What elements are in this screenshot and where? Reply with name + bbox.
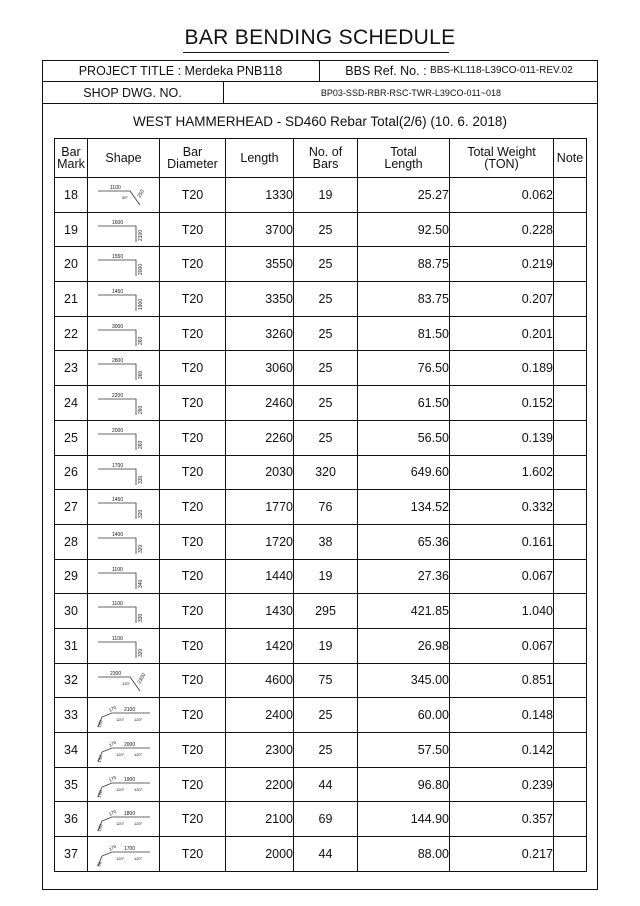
num-bars-cell: 19 <box>294 559 358 594</box>
diameter-cell: T20 <box>160 594 226 629</box>
shape-cell <box>88 455 160 490</box>
table-row <box>55 386 587 421</box>
bar-mark-cell: 28 <box>55 524 88 559</box>
num-bars-cell: 75 <box>294 663 358 698</box>
shape-dimension-label: 2300 <box>110 670 122 677</box>
bar-shape-line <box>98 330 136 346</box>
shape-dimension-label: 2300 <box>136 671 148 685</box>
diameter-cell: T20 <box>160 698 226 733</box>
total-length-cell: 56.50 <box>358 420 450 455</box>
diameter-cell: T20 <box>160 524 226 559</box>
shape-cell <box>88 178 160 213</box>
total-weight-cell: 0.161 <box>450 524 554 559</box>
bar-mark-cell: 27 <box>55 490 88 525</box>
num-bars-cell: 25 <box>294 316 358 351</box>
bar-shape-diagram <box>94 563 154 591</box>
shape-dimension-label: 170 <box>108 774 118 783</box>
shape-dimension-label: 260 <box>138 405 144 415</box>
shape-dimension-label: 330 <box>138 475 144 484</box>
bar-mark-cell: 34 <box>55 733 88 768</box>
num-bars-cell: 25 <box>294 698 358 733</box>
table-row <box>55 837 587 872</box>
length-cell: 2300 <box>226 733 294 768</box>
section-title: WEST HAMMERHEAD - SD460 Rebar Total(2/6) (10. 6. 2018) <box>133 114 507 129</box>
num-bars-cell: 69 <box>294 802 358 837</box>
table-row <box>55 247 587 282</box>
header-shape: Shape <box>88 139 160 178</box>
table-row <box>55 420 587 455</box>
table-header-row <box>55 139 587 178</box>
total-length-cell: 96.80 <box>358 767 450 802</box>
shape-dimension-label: 120° <box>116 856 125 862</box>
shape-cell <box>88 663 160 698</box>
shape-dimension-label: 150 <box>96 754 104 764</box>
table-row <box>55 316 587 351</box>
diameter-cell: T20 <box>160 837 226 872</box>
bar-shape-diagram <box>94 771 154 799</box>
bar-mark-cell: 24 <box>55 386 88 421</box>
shape-dimension-label: 2100 <box>124 707 136 714</box>
shape-cell <box>88 767 160 802</box>
project-title: PROJECT TITLE : Merdeka PNB118 <box>42 60 320 81</box>
length-cell: 3350 <box>226 282 294 317</box>
total-length-cell: 57.50 <box>358 733 450 768</box>
shape-dimension-label: 1900 <box>138 298 144 311</box>
diameter-cell: T20 <box>160 663 226 698</box>
total-length-cell: 26.98 <box>358 628 450 663</box>
length-cell: 1720 <box>226 524 294 559</box>
bar-shape-diagram <box>94 597 154 625</box>
total-weight-cell: 0.067 <box>450 628 554 663</box>
bar-shape-diagram <box>94 250 154 278</box>
diameter-cell: T20 <box>160 386 226 421</box>
bar-mark-cell: 21 <box>55 282 88 317</box>
total-length-cell: 421.85 <box>358 594 450 629</box>
shape-cell <box>88 524 160 559</box>
diameter-cell: T20 <box>160 420 226 455</box>
total-weight-cell: 0.219 <box>450 247 554 282</box>
length-cell: 3260 <box>226 316 294 351</box>
note-cell <box>554 628 587 663</box>
table-row <box>55 663 587 698</box>
diameter-cell: T20 <box>160 490 226 525</box>
note-cell <box>554 316 587 351</box>
num-bars-cell: 25 <box>294 212 358 247</box>
length-cell: 3700 <box>226 212 294 247</box>
length-cell: 4600 <box>226 663 294 698</box>
total-length-cell: 88.00 <box>358 837 450 872</box>
bar-shape-diagram <box>94 181 154 209</box>
shape-dimension-label: 1100 <box>110 185 121 191</box>
note-cell <box>554 802 587 837</box>
diameter-cell: T20 <box>160 802 226 837</box>
shape-dimension-label: 170 <box>108 843 118 852</box>
diameter-cell: T20 <box>160 247 226 282</box>
total-weight-cell: 0.239 <box>450 767 554 802</box>
length-cell: 3550 <box>226 247 294 282</box>
total-weight-cell: 0.148 <box>450 698 554 733</box>
shape-dimension-label: 120° <box>116 786 125 792</box>
note-cell <box>554 178 587 213</box>
total-length-cell: 60.00 <box>358 698 450 733</box>
num-bars-cell: 44 <box>294 767 358 802</box>
shape-dimension-label: 150 <box>96 789 104 799</box>
bar-shape-line <box>98 260 136 276</box>
shape-dimension-label: 170 <box>108 809 118 818</box>
shape-cell <box>88 386 160 421</box>
note-cell <box>554 767 587 802</box>
total-length-cell: 65.36 <box>358 524 450 559</box>
note-cell <box>554 282 587 317</box>
bar-shape-line <box>98 642 136 658</box>
shape-dimension-label: 330 <box>138 613 144 623</box>
total-weight-cell: 0.201 <box>450 316 554 351</box>
bar-mark-cell: 30 <box>55 594 88 629</box>
bar-shape-line <box>98 538 136 554</box>
total-weight-cell: 0.332 <box>450 490 554 525</box>
shape-dimension-label: 150 <box>96 719 104 729</box>
bar-shape-line <box>98 434 136 450</box>
title-underline <box>183 52 449 53</box>
bar-shape-line <box>98 469 136 485</box>
table-row <box>55 524 587 559</box>
length-cell: 3060 <box>226 351 294 386</box>
bar-shape-diagram <box>94 320 154 348</box>
bar-shape-line <box>98 364 136 380</box>
shape-cell <box>88 212 160 247</box>
shape-dimension-label: 1900 <box>124 776 136 783</box>
table-row <box>55 628 587 663</box>
shape-dimension-label: 2100 <box>138 229 144 241</box>
shape-cell <box>88 698 160 733</box>
bar-shape-diagram <box>94 805 154 833</box>
length-cell: 2400 <box>226 698 294 733</box>
note-cell <box>554 663 587 698</box>
bar-shape-diagram <box>94 528 154 556</box>
header-length: Length <box>226 139 294 178</box>
bar-shape-diagram <box>94 667 154 695</box>
shape-dimension-label: 1400 <box>112 531 124 538</box>
shape-dimension-label: 120° <box>134 821 143 827</box>
bar-mark-cell: 19 <box>55 212 88 247</box>
num-bars-cell: 19 <box>294 178 358 213</box>
shape-dimension-label: 3000 <box>112 323 124 330</box>
shape-dimension-label: 340 <box>138 579 144 588</box>
shape-dimension-label: 320 <box>138 509 144 519</box>
shape-dimension-label: 1450 <box>112 497 124 504</box>
length-cell: 2100 <box>226 802 294 837</box>
total-length-cell: 81.50 <box>358 316 450 351</box>
header-bar-mark: Bar Mark <box>55 139 88 178</box>
total-length-cell: 649.60 <box>358 455 450 490</box>
shape-dimension-label: 320 <box>138 544 144 553</box>
header-diameter: Bar Diameter <box>160 139 226 178</box>
project-row <box>42 60 598 82</box>
num-bars-cell: 76 <box>294 490 358 525</box>
shape-dimension-label: 120° <box>116 821 125 827</box>
shape-cell <box>88 802 160 837</box>
total-weight-cell: 0.851 <box>450 663 554 698</box>
note-cell <box>554 490 587 525</box>
note-cell <box>554 594 587 629</box>
diameter-cell: T20 <box>160 178 226 213</box>
bar-mark-cell: 20 <box>55 247 88 282</box>
shape-dimension-label: 1450 <box>112 289 124 296</box>
num-bars-cell: 25 <box>294 351 358 386</box>
note-cell <box>554 212 587 247</box>
table-row <box>55 351 587 386</box>
total-length-cell: 92.50 <box>358 212 450 247</box>
table-row <box>55 212 587 247</box>
num-bars-cell: 38 <box>294 524 358 559</box>
bbs-ref-label: BBS Ref. No. : <box>345 63 427 78</box>
table-row <box>55 178 587 213</box>
total-weight-cell: 0.139 <box>450 420 554 455</box>
bar-shape-line <box>98 191 140 205</box>
shape-cell <box>88 837 160 872</box>
length-cell: 1430 <box>226 594 294 629</box>
bar-shape-line <box>98 677 140 691</box>
bar-shape-diagram <box>94 840 154 868</box>
length-cell: 2200 <box>226 767 294 802</box>
shape-dimension-label: 250 <box>136 188 146 199</box>
shape-dimension-label: 260 <box>138 336 144 345</box>
shape-cell <box>88 559 160 594</box>
header-num-bars: No. of Bars <box>294 139 358 178</box>
header-total-weight: Total Weight (TON) <box>450 139 554 178</box>
length-cell: 1770 <box>226 490 294 525</box>
note-cell <box>554 698 587 733</box>
bar-mark-cell: 26 <box>55 455 88 490</box>
bar-mark-cell: 25 <box>55 420 88 455</box>
note-cell <box>554 524 587 559</box>
shape-dimension-label: 1700 <box>124 846 136 853</box>
bar-mark-cell: 37 <box>55 837 88 872</box>
shape-dimension-label: 170 <box>108 705 118 714</box>
shape-dimension-label: 120° <box>134 752 143 757</box>
total-weight-cell: 0.228 <box>450 212 554 247</box>
table-row <box>55 559 587 594</box>
bar-shape-line <box>98 607 136 623</box>
table-row <box>55 455 587 490</box>
table-row <box>55 490 587 525</box>
num-bars-cell: 25 <box>294 386 358 421</box>
shape-dimension-label: 2000 <box>138 264 144 276</box>
bar-mark-cell: 33 <box>55 698 88 733</box>
shape-dimension-label: 2000 <box>112 427 124 434</box>
bar-mark-cell: 22 <box>55 316 88 351</box>
total-weight-cell: 0.142 <box>450 733 554 768</box>
shape-dimension-label: 50 <box>96 860 103 868</box>
num-bars-cell: 25 <box>294 733 358 768</box>
shape-dimension-label: 260 <box>138 371 144 380</box>
total-length-cell: 83.75 <box>358 282 450 317</box>
length-cell: 2460 <box>226 386 294 421</box>
num-bars-cell: 295 <box>294 594 358 629</box>
length-cell: 1440 <box>226 559 294 594</box>
total-length-cell: 76.50 <box>358 351 450 386</box>
total-length-cell: 134.52 <box>358 490 450 525</box>
diameter-cell: T20 <box>160 351 226 386</box>
bar-mark-cell: 35 <box>55 767 88 802</box>
bar-shape-line <box>98 503 136 519</box>
shape-dimension-label: 1550 <box>112 254 124 261</box>
shape-dimension-label: 30° <box>122 195 129 200</box>
total-weight-cell: 1.602 <box>450 455 554 490</box>
shape-dimension-label: 120° <box>116 752 125 757</box>
total-weight-cell: 0.152 <box>450 386 554 421</box>
total-weight-cell: 0.062 <box>450 178 554 213</box>
bar-bending-table <box>54 138 587 872</box>
table-row <box>55 802 587 837</box>
num-bars-cell: 44 <box>294 837 358 872</box>
shop-dwg-label: SHOP DWG. NO. <box>42 82 224 103</box>
bar-mark-cell: 18 <box>55 178 88 213</box>
bar-shape-diagram <box>94 493 154 521</box>
table-row <box>55 767 587 802</box>
total-length-cell: 25.27 <box>358 178 450 213</box>
total-length-cell: 27.36 <box>358 559 450 594</box>
total-weight-cell: 0.207 <box>450 282 554 317</box>
total-length-cell: 345.00 <box>358 663 450 698</box>
bar-shape-diagram <box>94 632 154 660</box>
table-row <box>55 698 587 733</box>
shape-dimension-label: 120° <box>134 856 143 862</box>
shape-dimension-label: 1100 <box>112 601 123 608</box>
num-bars-cell: 320 <box>294 455 358 490</box>
bar-shape-diagram <box>94 216 154 244</box>
bar-shape-line <box>98 399 136 415</box>
total-length-cell: 144.90 <box>358 802 450 837</box>
bar-shape-line <box>98 295 136 311</box>
header-total-length: Total Length <box>358 139 450 178</box>
total-weight-cell: 0.357 <box>450 802 554 837</box>
bar-shape-diagram <box>94 701 154 729</box>
bar-shape-diagram <box>94 389 154 417</box>
total-weight-cell: 0.067 <box>450 559 554 594</box>
note-cell <box>554 386 587 421</box>
table-row <box>55 282 587 317</box>
shop-dwg-value: BP03-SSD-RBR-RSC-TWR-L39CO-011~018 <box>320 87 502 98</box>
length-cell: 2260 <box>226 420 294 455</box>
shape-dimension-label: 1100 <box>112 635 123 642</box>
note-cell <box>554 733 587 768</box>
shape-dimension-label: 2000 <box>124 742 136 748</box>
bar-shape-diagram <box>94 354 154 382</box>
diameter-cell: T20 <box>160 767 226 802</box>
total-length-cell: 88.75 <box>358 247 450 282</box>
shape-dimension-label: 2200 <box>112 393 124 400</box>
diameter-cell: T20 <box>160 628 226 663</box>
shape-dimension-label: 1100 <box>112 566 123 573</box>
diameter-cell: T20 <box>160 455 226 490</box>
shape-cell <box>88 316 160 351</box>
shape-dimension-label: 1700 <box>112 462 124 469</box>
shape-dimension-label: 120° <box>134 786 143 792</box>
shop-dwg-row <box>42 82 598 104</box>
bar-mark-cell: 23 <box>55 351 88 386</box>
length-cell: 2030 <box>226 455 294 490</box>
note-cell <box>554 455 587 490</box>
bar-mark-cell: 32 <box>55 663 88 698</box>
shape-dimension-label: 320 <box>138 648 144 657</box>
length-cell: 1330 <box>226 178 294 213</box>
total-weight-cell: 0.217 <box>450 837 554 872</box>
bbs-ref <box>320 60 598 81</box>
table-row <box>55 594 587 629</box>
shape-dimension-label: 170 <box>108 739 118 748</box>
bar-shape-diagram <box>94 736 154 764</box>
document-title: BAR BENDING SCHEDULE <box>184 26 456 49</box>
num-bars-cell: 25 <box>294 247 358 282</box>
bar-shape-diagram <box>94 424 154 452</box>
shape-cell <box>88 490 160 525</box>
shape-cell <box>88 628 160 663</box>
bar-shape-diagram <box>94 459 154 487</box>
length-cell: 2000 <box>226 837 294 872</box>
bar-mark-cell: 31 <box>55 628 88 663</box>
header-note: Note <box>554 139 587 178</box>
bbs-ref-value: BBS-KL118-L39CO-011-REV.02 <box>430 65 573 76</box>
diameter-cell: T20 <box>160 212 226 247</box>
diameter-cell: T20 <box>160 559 226 594</box>
shape-dimension-label: 2800 <box>112 358 124 365</box>
bar-shape-diagram <box>94 285 154 313</box>
shape-dimension-label: 120° <box>134 717 143 723</box>
shape-dimension-label: 260 <box>138 440 144 449</box>
table-row <box>55 733 587 768</box>
shape-cell <box>88 733 160 768</box>
diameter-cell: T20 <box>160 316 226 351</box>
shape-cell <box>88 282 160 317</box>
note-cell <box>554 559 587 594</box>
diameter-cell: T20 <box>160 733 226 768</box>
note-cell <box>554 837 587 872</box>
note-cell <box>554 247 587 282</box>
bar-mark-cell: 29 <box>55 559 88 594</box>
shape-cell <box>88 351 160 386</box>
num-bars-cell: 19 <box>294 628 358 663</box>
num-bars-cell: 25 <box>294 420 358 455</box>
note-cell <box>554 420 587 455</box>
length-cell: 1420 <box>226 628 294 663</box>
total-weight-cell: 1.040 <box>450 594 554 629</box>
total-weight-cell: 0.189 <box>450 351 554 386</box>
note-cell <box>554 351 587 386</box>
total-length-cell: 61.50 <box>358 386 450 421</box>
shape-dimension-label: 120° <box>116 717 125 723</box>
shape-dimension-label: 1600 <box>112 219 124 226</box>
shape-cell <box>88 420 160 455</box>
shape-cell <box>88 594 160 629</box>
shape-cell <box>88 247 160 282</box>
shape-dimension-label: 1800 <box>124 811 136 818</box>
shape-dimension-label: 120° <box>122 680 131 686</box>
bar-mark-cell: 36 <box>55 802 88 837</box>
bar-shape-line <box>98 573 136 589</box>
bar-shape-line <box>98 226 136 242</box>
diameter-cell: T20 <box>160 282 226 317</box>
num-bars-cell: 25 <box>294 282 358 317</box>
shape-dimension-label: 150 <box>96 823 104 833</box>
